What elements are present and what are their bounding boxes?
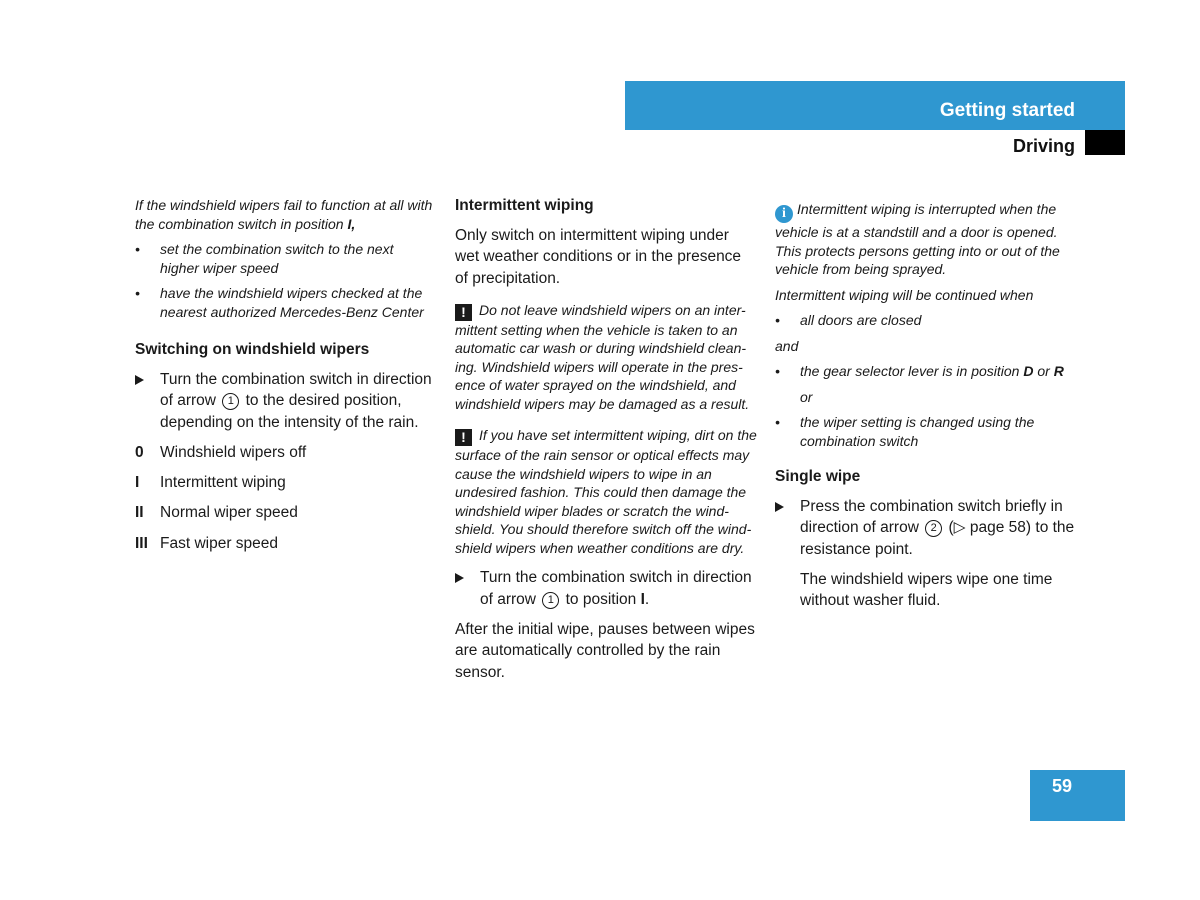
list-item: • the wiper setting is changed using the combination switch <box>775 414 1035 449</box>
arrow-number-badge: 2 <box>925 520 942 537</box>
list-item: • all doors are closed <box>775 312 922 328</box>
position-label: I, <box>347 215 356 232</box>
arrow-number-badge: 1 <box>542 592 559 609</box>
info-icon: i <box>775 205 793 223</box>
bullet-icon: • <box>775 312 780 328</box>
conjunction-text: and <box>775 337 799 354</box>
page-number: 59 <box>1051 776 1073 796</box>
result-paragraph: The windshield wipers wipe one time without washer fluid. <box>800 570 1053 610</box>
section-heading: Single wipe <box>775 468 861 485</box>
warning-note: ! Do not leave windshield wipers on an inter-mittent setting when the vehicle is taken to an automatic car wash or during windshield clean-ing. Windshield wipers will operate in the pres-ence of water sprayed on the windshield, and windshield wipers may be damaged as a result. <box>455 301 750 412</box>
result-paragraph: After the initial wipe, pauses between wipes are automatically controlled by the rain sensor. <box>455 620 755 681</box>
continued-text: Intermittent wiping will be continued when <box>775 286 1034 303</box>
bullet-icon: • <box>135 285 140 301</box>
section-heading: Switching on windshield wipers <box>135 341 370 358</box>
column-3 <box>775 196 1080 611</box>
position-row: I Intermittent wiping <box>135 474 286 492</box>
arrow-right-icon <box>775 502 784 512</box>
intro-paragraph: Only switch on intermittent wiping under wet weather conditions or in the presence of precipitation. <box>455 227 742 287</box>
column-2 <box>455 196 757 683</box>
section-heading: Intermittent wiping <box>455 197 594 214</box>
bullet-icon: • <box>135 241 140 257</box>
section-title: Getting started <box>939 100 1075 121</box>
column-1 <box>135 196 435 554</box>
conjunction-text: or <box>800 388 813 405</box>
position-row: II Normal wiper speed <box>135 504 298 522</box>
instruction-step: Turn the combination switch in direction of arrow 1 to the desired position, depending on the intensity of the rain. <box>135 369 435 433</box>
warning-icon: ! <box>455 304 472 321</box>
info-note: i Intermittent wiping is interrupted when the vehicle is at a standstill and a door is opened. This protects persons getting into or out of the vehicle from being sprayed. <box>775 201 1060 277</box>
list-item: • the gear selector lever is in position D or R <box>775 363 1064 379</box>
header-marker <box>1085 130 1125 155</box>
warning-icon: ! <box>455 429 472 446</box>
position-row: 0 Windshield wipers off <box>135 443 307 461</box>
bullet-icon: • <box>775 363 780 379</box>
list-item: • have the windshield wipers checked at the nearest authorized Mercedes-Benz Center <box>135 285 424 320</box>
list-item: • set the combination switch to the next higher wiper speed <box>135 241 394 276</box>
instruction-step: Turn the combination switch in direction of arrow 1 to position I. <box>455 567 757 610</box>
bullet-icon: • <box>775 414 780 430</box>
instruction-step: Press the combination switch briefly in direction of arrow 2 (▷ page 58) to the resistance point. <box>775 496 1080 560</box>
position-row: III Fast wiper speed <box>135 534 279 552</box>
failure-intro: If the windshield wipers fail to function at all with the combination switch in position I, <box>135 197 433 232</box>
arrow-right-icon <box>455 573 464 583</box>
warning-note: ! If you have set intermittent wiping, dirt on the surface of the rain sensor or optical effects may cause the windshield wipers to wipe in an undesired fashion. This could then damage the windshield wiper blades or scratch the wind-shield. You should therefore switch off the wind-shield wipers when weather conditions are dry. <box>455 427 757 556</box>
subsection-title: Driving <box>1012 136 1075 156</box>
arrow-right-icon <box>135 375 144 385</box>
arrow-number-badge: 1 <box>222 393 239 410</box>
